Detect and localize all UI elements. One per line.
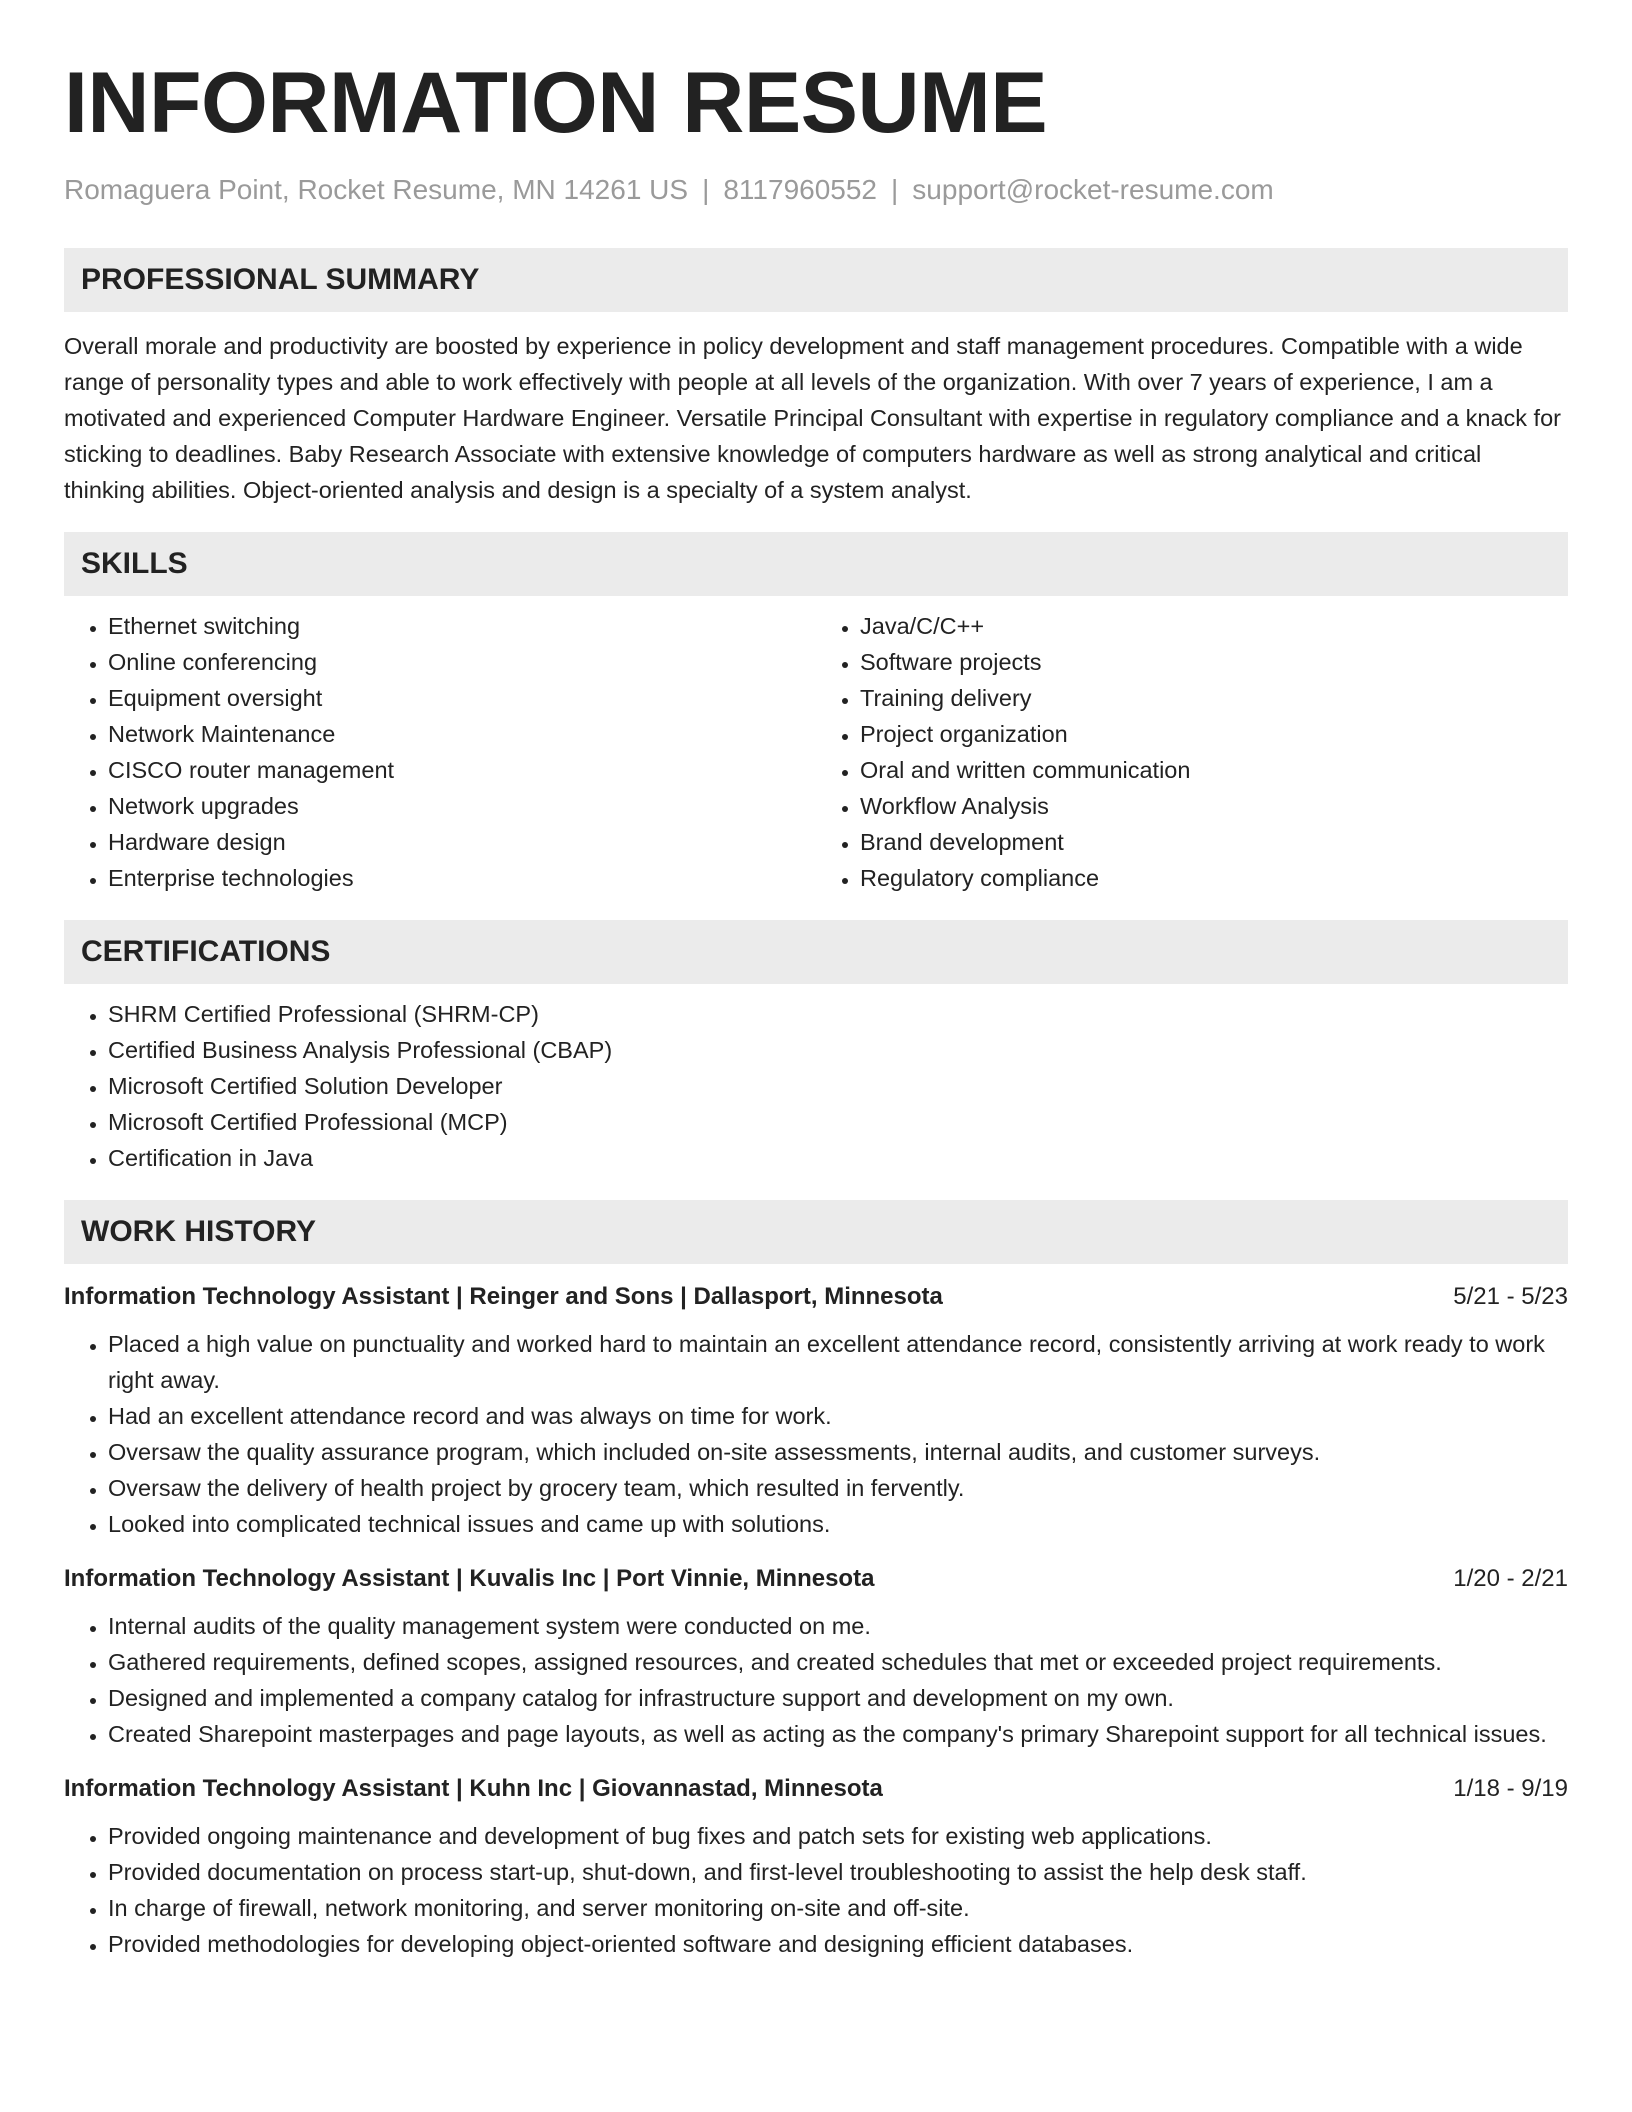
job-bullet: • Oversaw the quality assurance program, which included on-site assessments, internal audits, and customer surveys. — [108, 1434, 1568, 1470]
job-bullet: • Provided methodologies for developing object-oriented software and designing efficient databases. — [108, 1926, 1568, 1962]
job-dates: 1/18 - 9/19 — [1453, 1775, 1568, 1802]
job-entry — [64, 1280, 1568, 1542]
job-bullet: • Designed and implemented a company catalog for infrastructure support and development on my own. — [108, 1680, 1568, 1716]
job-header — [64, 1562, 1568, 1596]
job-dates: 1/20 - 2/21 — [1453, 1565, 1568, 1592]
job-bullet: • Gathered requirements, defined scopes, assigned resources, and created schedules that met or exceeded project requirements. — [108, 1644, 1568, 1680]
job-bullet: • Created Sharepoint masterpages and page layouts, as well as acting as the company's primary Sharepoint support for all technical issues. — [108, 1716, 1568, 1752]
skill-item: • Java/C/C++ — [860, 608, 1568, 644]
certification-item: • Certification in Java — [108, 1140, 1568, 1176]
contact-separator: | — [891, 174, 899, 205]
skill-item: • Software projects — [860, 644, 1568, 680]
contact-address: Romaguera Point, Rocket Resume, MN 14261 US — [64, 174, 689, 205]
skill-item: • Network upgrades — [108, 788, 816, 824]
section-heading-certifications: CERTIFICATIONS — [64, 920, 1568, 984]
job-title: Information Technology Assistant | Reinger and Sons | Dallasport, Minnesota — [64, 1283, 943, 1310]
contact-separator: | — [702, 174, 710, 205]
job-entry — [64, 1772, 1568, 1962]
contact-phone: 8117960552 — [723, 174, 878, 205]
skill-item: • Oral and written communication — [860, 752, 1568, 788]
job-bullet: • Had an excellent attendance record and was always on time for work. — [108, 1398, 1568, 1434]
job-bullet: • Provided ongoing maintenance and development of bug fixes and patch sets for existing web applications. — [108, 1818, 1568, 1854]
job-bullet: • Placed a high value on punctuality and worked hard to maintain an excellent attendance record, consistently arriving at work ready to work right away. — [108, 1326, 1568, 1398]
skill-item: • Online conferencing — [108, 644, 816, 680]
job-bullet: • Internal audits of the quality management system were conducted on me. — [108, 1608, 1568, 1644]
skill-item: • Project organization — [860, 716, 1568, 752]
job-header — [64, 1280, 1568, 1314]
certification-item: • Certified Business Analysis Professional (CBAP) — [108, 1032, 1568, 1068]
skill-item: • Brand development — [860, 824, 1568, 860]
job-bullet: • In charge of firewall, network monitoring, and server monitoring on-site and off-site. — [108, 1890, 1568, 1926]
summary-text: Overall morale and productivity are boosted by experience in policy development and staff management procedures. Compatible with a wide range of personality types and able to work effectively with people at all levels of the organization. With over 7 years of experience, I am a motivated and experienced Computer Hardware Engineer. Versatile Principal Consultant with expertise in regulatory compliance and a knack for sticking to deadlines. Baby Research Associate with extensive knowledge of computers hardware as well as strong analytical and critical thinking abilities. Object-oriented analysis and design is a specialty of a system analyst. — [64, 333, 1561, 503]
skill-item: • Ethernet switching — [108, 608, 816, 644]
skills-list — [64, 608, 1568, 896]
job-bullet: • Oversaw the delivery of health project by grocery team, which resulted in fervently. — [108, 1470, 1568, 1506]
job-bullets — [64, 1608, 1568, 1752]
job-entry — [64, 1562, 1568, 1752]
certification-item: • Microsoft Certified Professional (MCP) — [108, 1104, 1568, 1140]
job-dates: 5/21 - 5/23 — [1453, 1283, 1568, 1310]
job-bullet: • Looked into complicated technical issues and came up with solutions. — [108, 1506, 1568, 1542]
skill-item: • Training delivery — [860, 680, 1568, 716]
section-heading-skills: SKILLS — [64, 532, 1568, 596]
skill-item: • Equipment oversight — [108, 680, 816, 716]
job-bullets — [64, 1326, 1568, 1542]
job-header — [64, 1772, 1568, 1806]
contact-email: support@rocket-resume.com — [912, 174, 1274, 205]
job-bullets — [64, 1818, 1568, 1962]
certifications-list — [64, 996, 1568, 1176]
resume-name: INFORMATION RESUME — [64, 55, 1048, 151]
skill-item: • Hardware design — [108, 824, 816, 860]
job-bullet: • Provided documentation on process start-up, shut-down, and first-level troubleshooting to assist the help desk staff. — [108, 1854, 1568, 1890]
certification-item: • SHRM Certified Professional (SHRM-CP) — [108, 996, 1568, 1032]
skill-item: • Network Maintenance — [108, 716, 816, 752]
section-heading-summary: PROFESSIONAL SUMMARY — [64, 248, 1568, 312]
skill-item: • Workflow Analysis — [860, 788, 1568, 824]
skill-item: • CISCO router management — [108, 752, 816, 788]
skill-item: • Regulatory compliance — [860, 860, 1568, 896]
section-heading-work-history: WORK HISTORY — [64, 1200, 1568, 1264]
skills-column-right — [816, 608, 1568, 896]
skills-column-left — [64, 608, 816, 896]
skill-item: • Enterprise technologies — [108, 860, 816, 896]
job-title: Information Technology Assistant | Kuhn Inc | Giovannastad, Minnesota — [64, 1775, 883, 1802]
job-title: Information Technology Assistant | Kuvalis Inc | Port Vinnie, Minnesota — [64, 1565, 875, 1592]
contact-line — [64, 172, 1568, 208]
certification-item: • Microsoft Certified Solution Developer — [108, 1068, 1568, 1104]
